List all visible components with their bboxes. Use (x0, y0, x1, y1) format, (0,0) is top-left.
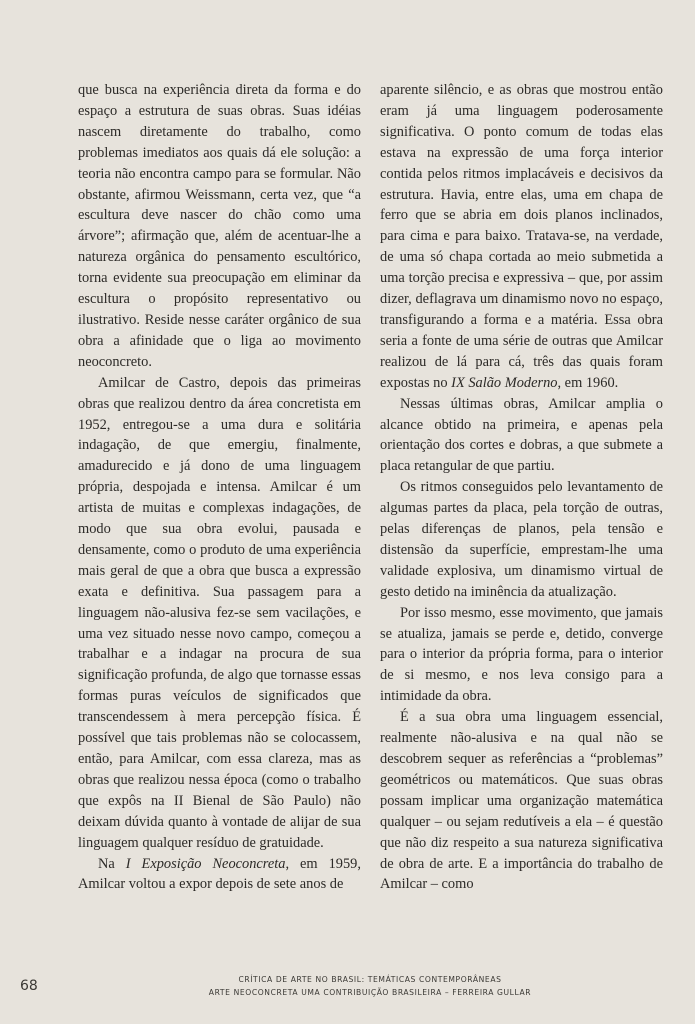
left-column (78, 80, 361, 895)
page-footer (0, 970, 695, 1010)
text-run: Na (98, 855, 126, 872)
running-footer (150, 973, 590, 999)
text-run: , em 1960. (557, 374, 619, 391)
paragraph: Os ritmos conseguidos pelo levantamento de algumas partes da placa, pela torção de outras, pelas diferenças de planos, pela tensão e distensão da superfície, emprestam-lhe uma validade explosiva, um dinamismo virtual de gesto detido na iminência da atualização. (380, 479, 663, 600)
paragraph (380, 80, 663, 394)
exhibition-title: IX Salão Moderno (451, 374, 558, 391)
paragraph: Amilcar de Castro, depois das primeiras obras que realizou dentro da área concretista em 1952, entregou-se a uma dura e solitária indagação, de que emergiu, finalmente, amadurecido e já dono de uma linguagem própria, despojada e intensa. Amilcar é um artista de muitas e complexas indagações, de modo que sua obra evolui, pausada e densamente, como o produto de uma experiência mais geral de que a obra que busca a expressão exata e definitiva. Sua passagem para a linguagem não-alusiva fez-se sem vacilações, e uma vez situado nesse novo campo, começou a trabalhar e a indagar na procura de sua significação profunda, de algo que tornasse essas formas puras veículos de significados que transcendessem à mera percepção física. É possível que tais problemas não se colocassem, então, para Amilcar, com essa clareza, mas as obras que realizou nessa época (como o trabalho que expôs na II Bienal de São Paulo) não deixam dúvida quanto à vontade de alijar de sua linguagem qualquer resíduo de gratuidade. (78, 374, 361, 851)
book-title: CRÍTICA DE ARTE NO BRASIL: TEMÁTICAS CONTEMPORÂNEAS (238, 975, 502, 984)
exhibition-title: I Exposição Neoconcreta (125, 855, 286, 872)
text-run: , em 1959, Amilcar voltou a expor depois de sete anos de (78, 855, 361, 893)
paragraph: É a sua obra uma linguagem essencial, realmente não-alusiva e na qual não se descobrem sequer as referências a “problemas” geométricos ou matemáticos. Que suas obras possam implicar uma organização matemática qualquer – ou sejam redutíveis a ela – é questão que não diz respeito a sua natureza significativa de obra de arte. E a importância do trabalho de Amilcar – como (380, 709, 663, 893)
paragraph: que busca na experiência direta da forma e do espaço a estrutura de suas obras. Suas idéias nascem diretamente do trabalho, como problemas imediatos aos quais dá ele solução: a teoria não encontra campo para se formular. Não obstante, afirmou Weissmann, certa vez, que “a escultura deve nascer do chão como uma árvore”; afirmação que, além de acentuar-lhe a natureza orgânica do pensamento escultórico, torna evidente sua preocupação em eliminar da escultura o propósito representativo ou ilustrativo. Reside nesse caráter orgânico de sua obra a afinidade que o liga ao movimento neoconcreto. (78, 82, 361, 370)
paragraph: Por isso mesmo, esse movimento, que jamais se atualiza, jamais se perde e, detido, converge para o interior da própria forma, para o interior de si mesmo, e nos leva consigo para a intimidade da obra. (380, 604, 663, 705)
paragraph: Nessas últimas obras, Amilcar amplia o alcance obtido na primeira, e apenas pela orientação dos cortes e dobras, a que submete a placa retangular de que partiu. (380, 395, 663, 475)
paragraph (78, 854, 361, 896)
chapter-title: ARTE NEOCONCRETA UMA CONTRIBUIÇÃO BRASILEIRA – FERREIRA GULLAR (208, 988, 532, 997)
text-run: aparente silêncio, e as obras que mostrou então eram já uma linguagem poderosamente significativa. O ponto comum de todas elas estava na expressão de uma força interior contida pelos ritmos implacáveis e decisivos da estrutura. Havia, entre elas, uma em chapa de ferro que se abria em dois planos inclinados, para cima e para baixo. Tratava-se, na verdade, de uma só chapa cortada ao meio submetida a uma torção precisa e expressiva – que, por assim dizer, deflagrava um dinamismo novo no espaço, transfigurando a forma e a matéria. Essa obra seria a fonte de uma série de outras que Amilcar realizou de lá para cá, três das quais foram expostas no (380, 82, 663, 391)
page-number: 68 (20, 978, 38, 994)
right-column (380, 80, 663, 895)
